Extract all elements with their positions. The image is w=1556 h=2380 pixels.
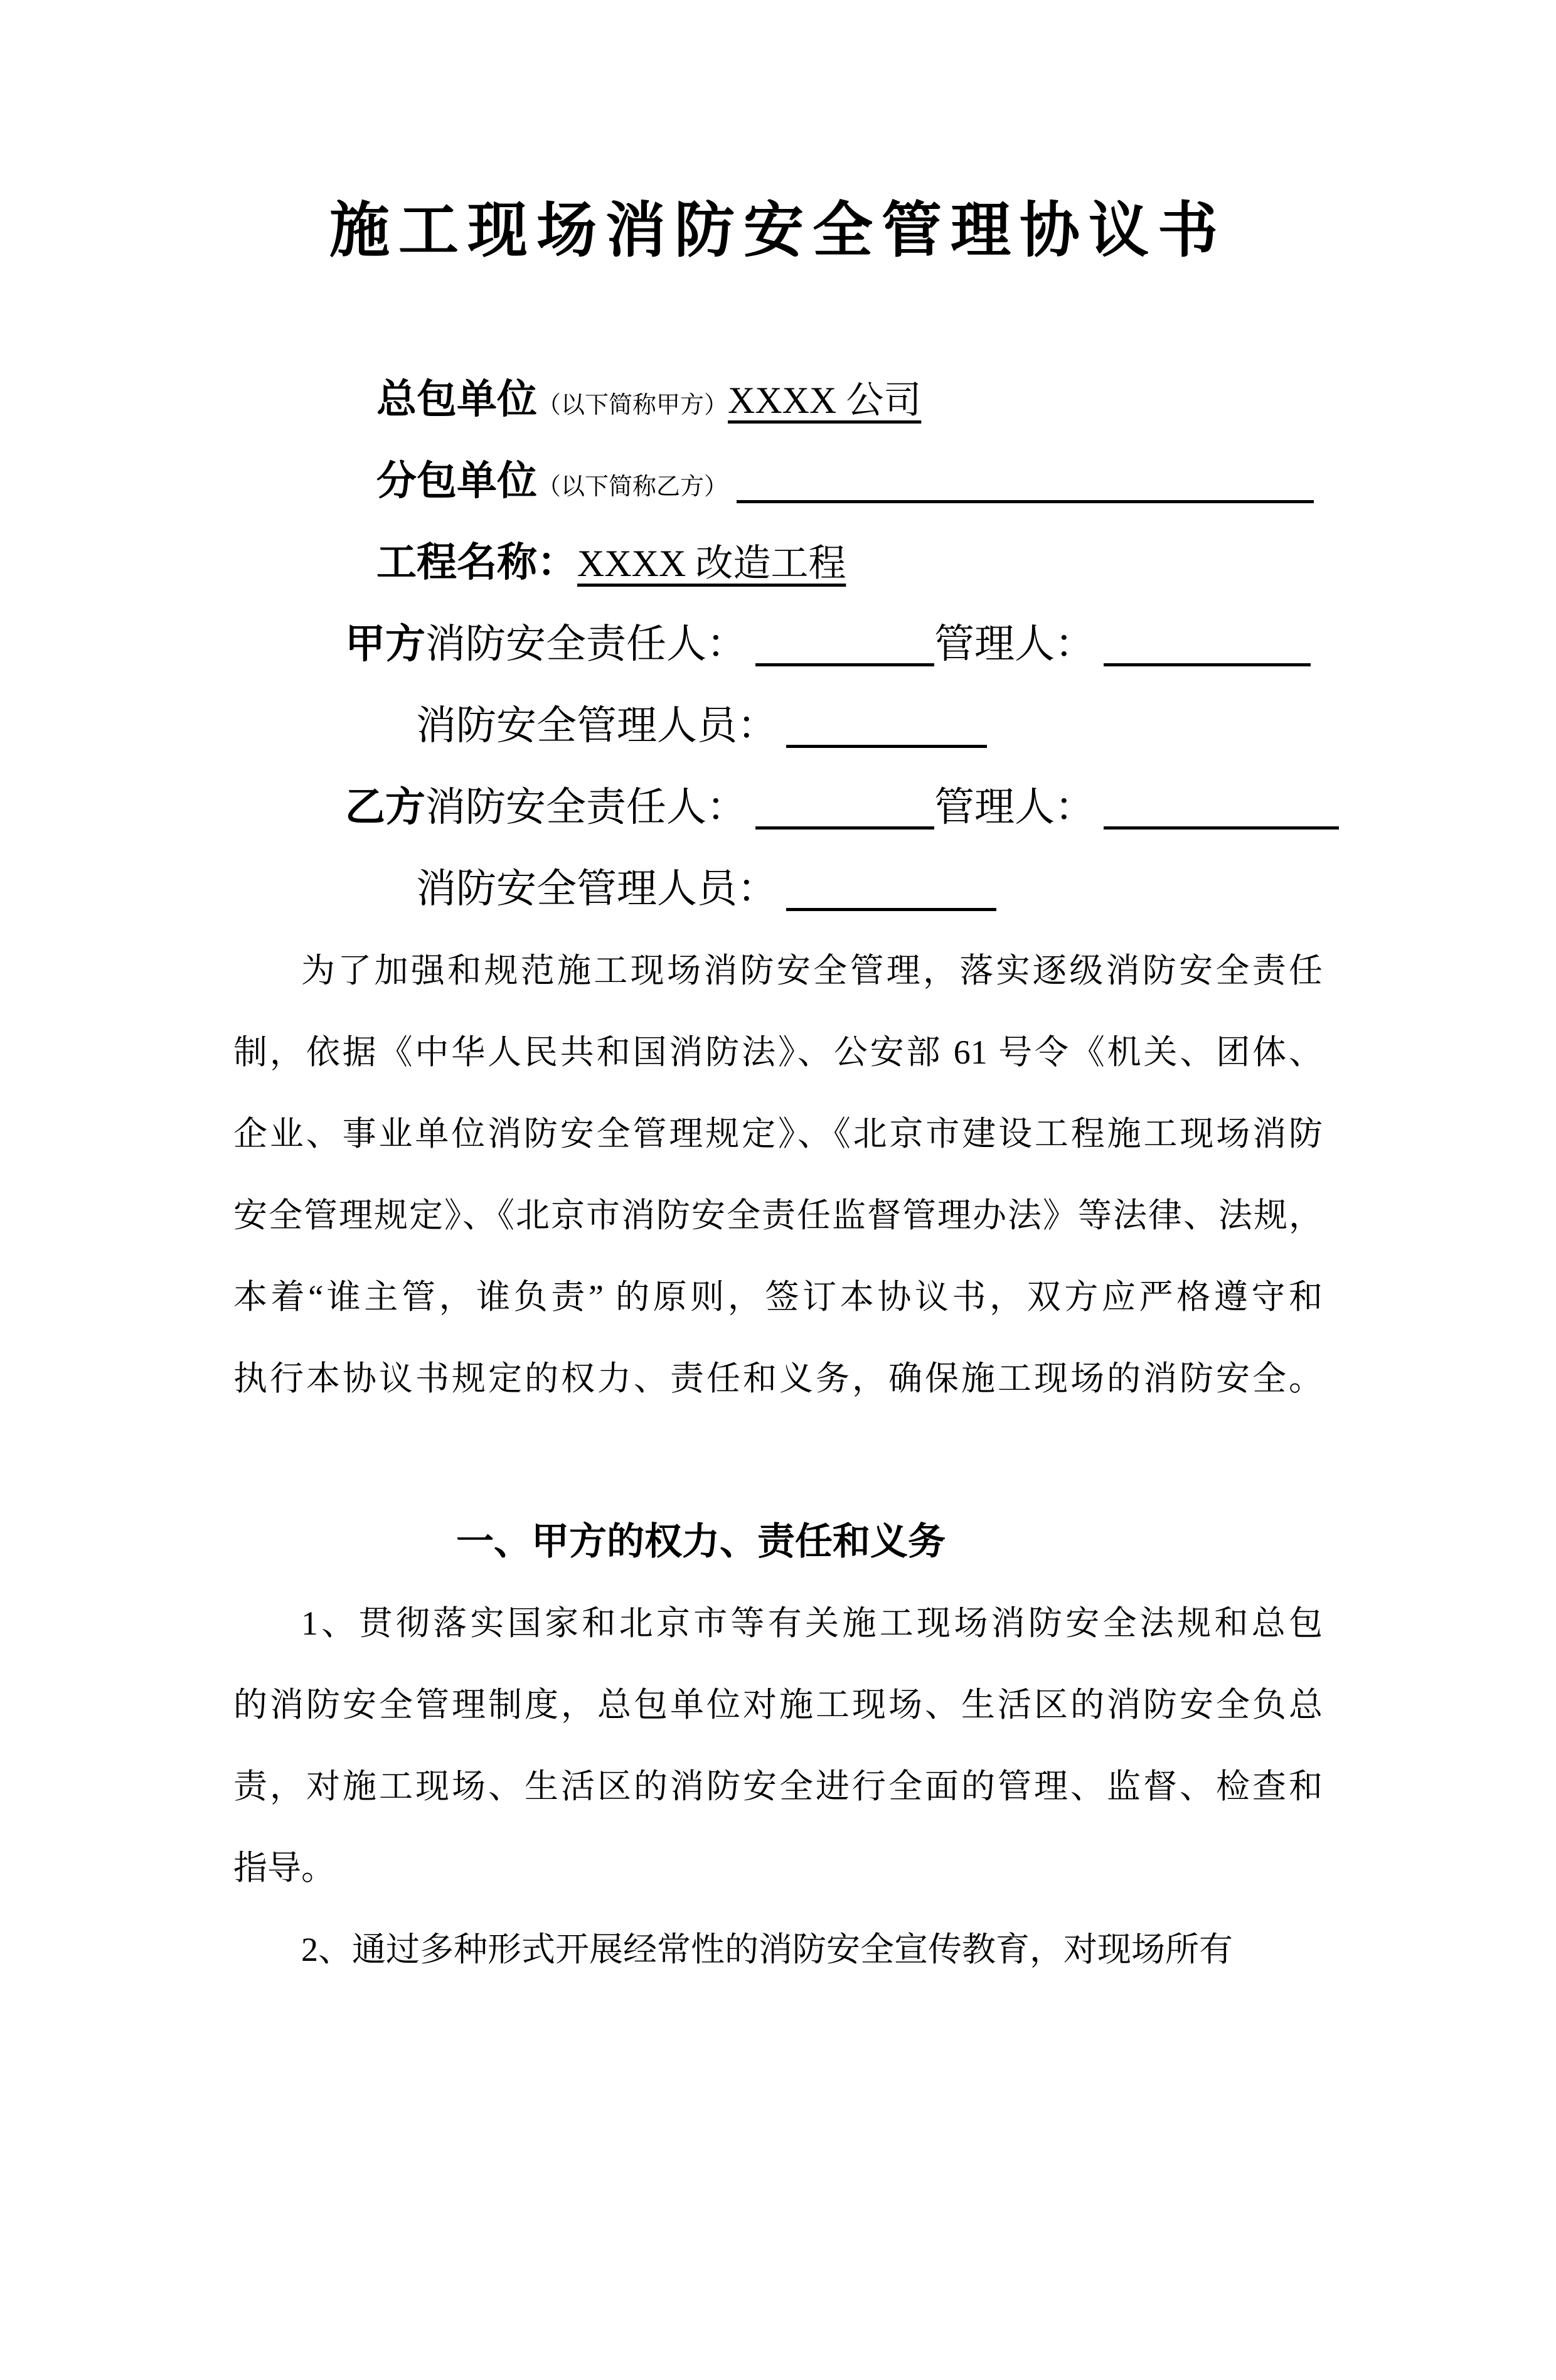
section1-heading: 一、甲方的权力、责任和义务 <box>456 1521 946 1562</box>
field-subcontractor <box>233 440 1323 522</box>
section1-item1-line: 责，对施工现场、生活区的消防安全进行全面的管理、监督、检查和 <box>233 1768 1323 1805</box>
party-a-safety-staff-blank[interactable] <box>786 707 987 748</box>
general-contractor-label: 总包单位 <box>376 377 537 422</box>
section1-item1-line: 指导。 <box>233 1849 335 1887</box>
field-project-name <box>233 522 1323 604</box>
subcontractor-label: 分包单位 <box>376 459 537 503</box>
party-a-manager-blank[interactable] <box>1104 626 1311 666</box>
party-b-responsible-blank[interactable] <box>755 789 934 830</box>
document-title: 施工现场消防安全管理协议书 <box>329 197 1227 264</box>
section1-item1-line: 的消防安全管理制度，总包单位对施工现场、生活区的消防安全负总 <box>233 1686 1323 1724</box>
project-name-value: XXXX 改造工程 <box>577 543 846 584</box>
general-contractor-paren: （以下简称甲方） <box>537 392 728 419</box>
general-contractor-value: XXXX 公司 <box>728 380 922 421</box>
party-b-manager-blank[interactable] <box>1104 789 1339 830</box>
party-a-label: 甲方 <box>345 622 425 666</box>
party-a-responsible-blank[interactable] <box>755 626 934 666</box>
subcontractor-blank-line[interactable] <box>737 462 1314 503</box>
section1-item2 <box>233 1909 1323 1990</box>
field-party-b-responsible <box>233 767 1323 848</box>
section1-item1-line: 1、贯彻落实国家和北京市等有关施工现场消防安全法规和总包 <box>301 1604 1323 1642</box>
intro-line: 安全管理规定》、《北京市消防安全责任监督管理办法》等法律、法规， <box>233 1197 1323 1234</box>
party-b-label: 乙方 <box>345 785 425 830</box>
party-a-safety-staff-label: 消防安全管理人员： <box>416 703 777 748</box>
section1-item2-line: 2、通过多种形式开展经常性的消防安全宣传教育，对现场所有 <box>301 1931 1233 1968</box>
header-fields <box>233 359 1323 930</box>
party-b-responsible-label: 消防安全责任人： <box>425 785 747 830</box>
party-a-manager-label: 管理人： <box>934 622 1095 666</box>
party-b-safety-staff-label: 消防安全管理人员： <box>416 867 777 911</box>
intro-line: 执行本协议书规定的权力、责任和义务，确保施工现场的消防安全。 <box>233 1360 1323 1397</box>
field-general-contractor <box>233 359 1323 440</box>
field-party-b-safety-staff <box>233 848 1323 930</box>
party-b-safety-staff-blank[interactable] <box>786 870 996 911</box>
field-party-a-responsible <box>233 604 1323 685</box>
intro-paragraph <box>233 930 1323 1419</box>
section1-item1 <box>233 1582 1323 1909</box>
field-party-a-safety-staff <box>233 685 1323 767</box>
document-page <box>0 179 1556 2380</box>
subcontractor-paren: （以下简称乙方） <box>537 474 728 500</box>
party-a-responsible-label: 消防安全责任人： <box>425 622 747 666</box>
intro-line: 本着“谁主管，谁负责” 的原则，签订本协议书，双方应严格遵守和 <box>233 1278 1323 1316</box>
intro-line: 为了加强和规范施工现场消防安全管理，落实逐级消防安全责任 <box>301 952 1323 990</box>
party-b-manager-label: 管理人： <box>934 785 1095 830</box>
project-name-label: 工程名称： <box>376 540 577 585</box>
intro-line: 企业、事业单位消防安全管理规定》、《北京市建设工程施工现场消防 <box>233 1115 1323 1153</box>
intro-line: 制，依据《中华人民共和国消防法》、公安部 61 号令《机关、团体、 <box>233 1033 1323 1071</box>
